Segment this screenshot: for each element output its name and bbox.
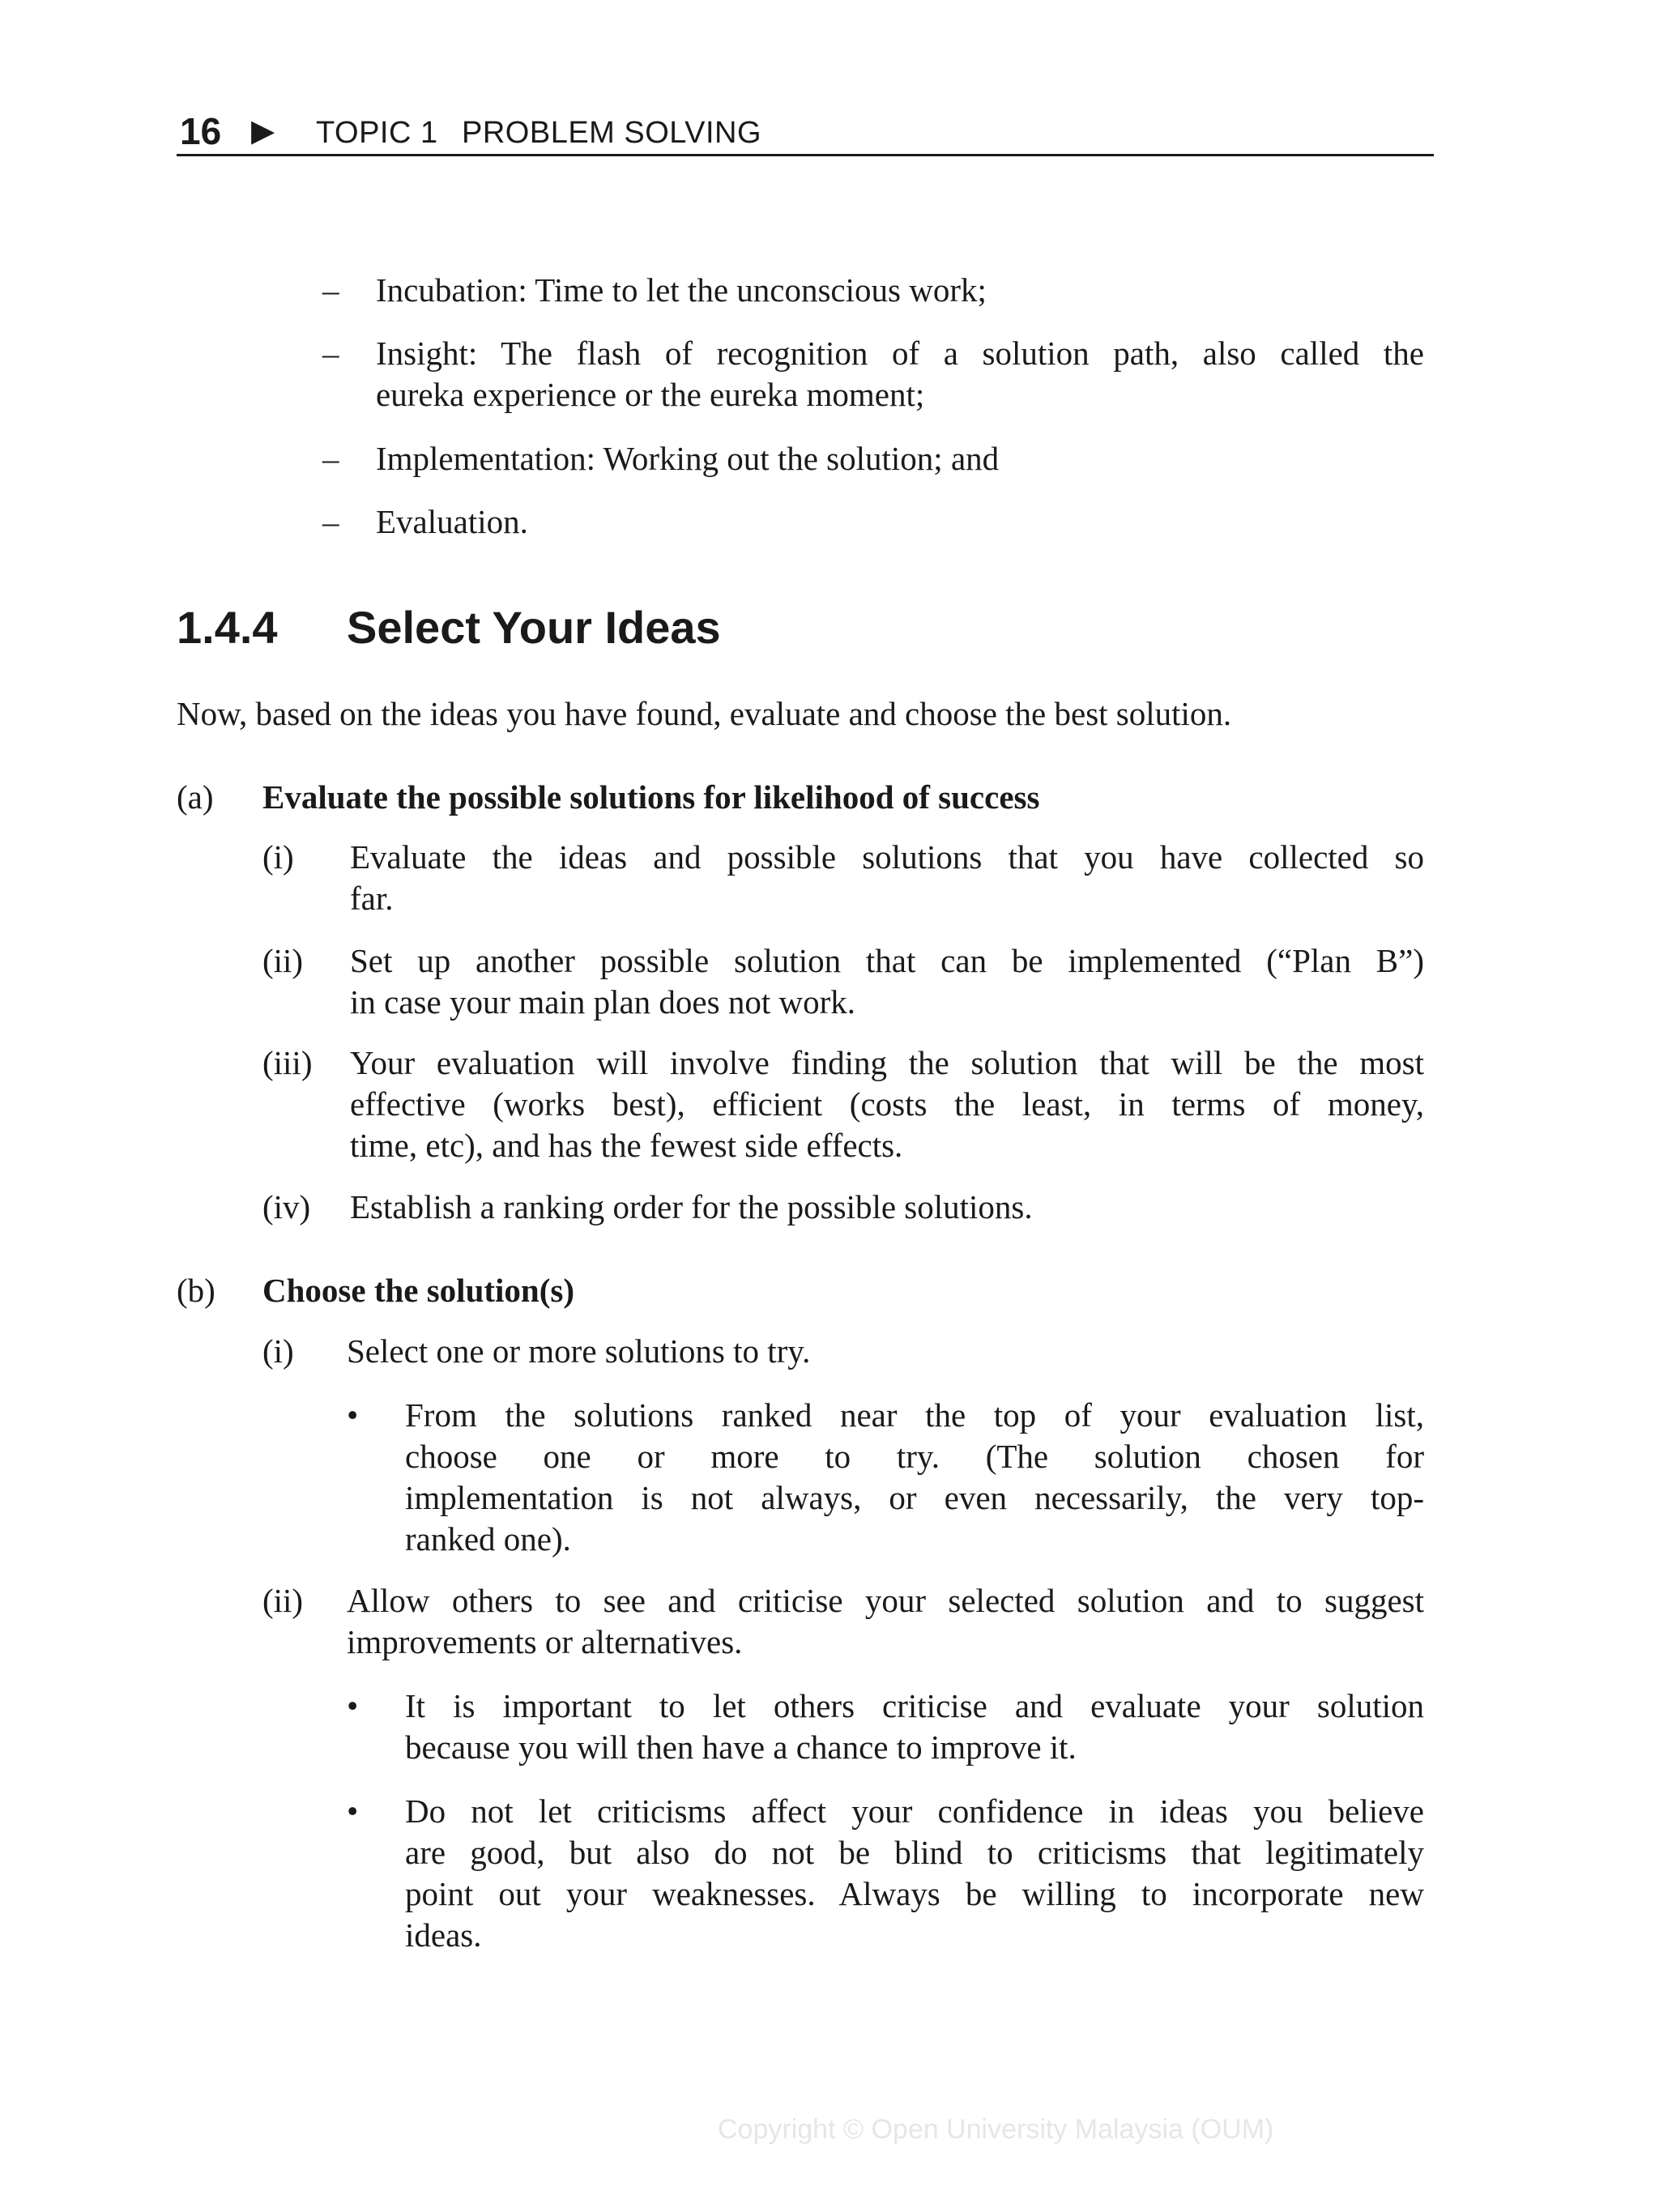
item-text: Set up another possible solution that can be implemented (“Plan B”) [350, 942, 1424, 979]
section-title: Select Your Ideas [347, 602, 721, 653]
item-text: Your evaluation will involve finding the solution that will be the most [350, 1044, 1424, 1081]
item-text: in case your main plan does not work. [350, 983, 855, 1021]
dash-marker: – [322, 440, 339, 477]
bullet-marker: • [347, 1687, 359, 1724]
dash-item-text: Incubation: Time to let the unconscious work; [376, 271, 987, 309]
bullet-text: are good, but also do not be blind to criticisms that legitimately [405, 1834, 1424, 1871]
item-label: (i) [262, 838, 294, 876]
bullet-text: ideas. [405, 1916, 482, 1954]
bullet-marker: • [347, 1792, 359, 1830]
dash-item-text: Evaluation. [376, 503, 528, 540]
bullet-text: choose one or more to try. (The solution chosen for [405, 1438, 1424, 1475]
page-number: 16 [180, 110, 222, 152]
topic-title: PROBLEM SOLVING [462, 116, 762, 150]
item-label: (iii) [262, 1044, 313, 1081]
bullet-text: It is important to let others criticise and evaluate your solution [405, 1687, 1424, 1724]
copyright-footer: Copyright © Open University Malaysia (OUM) [718, 2114, 1274, 2145]
bullet-text: because you will then have a chance to improve it. [405, 1728, 1077, 1766]
dash-marker: – [322, 503, 339, 540]
section-number: 1.4.4 [177, 602, 278, 653]
item-label: (ii) [262, 1582, 304, 1619]
bullet-text: ranked one). [405, 1520, 571, 1558]
dash-marker: – [322, 335, 339, 372]
part-title: Choose the solution(s) [262, 1272, 574, 1309]
running-header [177, 109, 1434, 156]
item-text: effective (works best), efficient (costs the least, in terms of money, [350, 1085, 1424, 1123]
item-text: Evaluate the ideas and possible solutions that you have collected so [350, 838, 1424, 876]
bullet-text: From the solutions ranked near the top of your evaluation list, [405, 1396, 1424, 1434]
item-text: improvements or alternatives. [347, 1623, 743, 1660]
item-label: (i) [262, 1332, 294, 1370]
dash-item-text: Implementation: Working out the solution; and [376, 440, 1000, 477]
item-text: far. [350, 880, 394, 917]
item-label: (iv) [262, 1188, 311, 1225]
part-label: (a) [177, 778, 214, 816]
dash-marker: – [322, 271, 339, 309]
intro-paragraph: Now, based on the ideas you have found, evaluate and choose the best solution. [177, 695, 1232, 732]
bullet-marker: • [347, 1396, 359, 1434]
item-text: Establish a ranking order for the possible solutions. [350, 1188, 1033, 1225]
dash-item-text: eureka experience or the eureka moment; [376, 376, 925, 413]
part-title: Evaluate the possible solutions for likelihood of success [262, 778, 1040, 816]
arrow-right-icon: ▶ [251, 114, 275, 148]
dash-item-text: Insight: The flash of recognition of a solution path, also called the [376, 335, 1424, 372]
bullet-text: point out your weaknesses. Always be willing to incorporate new [405, 1875, 1424, 1912]
item-text: time, etc), and has the fewest side effects. [350, 1127, 903, 1164]
item-text: Select one or more solutions to try. [347, 1332, 811, 1370]
item-text: Allow others to see and criticise your selected solution and to suggest [347, 1582, 1424, 1619]
bullet-text: implementation is not always, or even necessarily, the very top- [405, 1479, 1424, 1516]
item-label: (ii) [262, 942, 304, 979]
part-label: (b) [177, 1272, 215, 1309]
bullet-text: Do not let criticisms affect your confidence in ideas you believe [405, 1792, 1424, 1830]
topic-label: TOPIC 1 [316, 116, 438, 150]
